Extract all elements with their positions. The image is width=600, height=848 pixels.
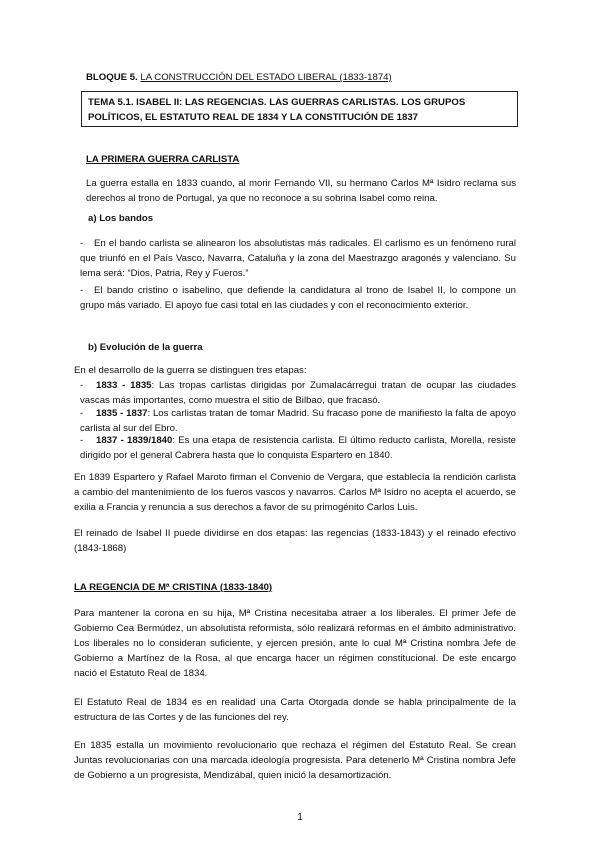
bando-cristino: El bando cristino o isabelino, que defiende la candidatura al trono de Isabel II, lo compone un grupo más variado. El apoyo fue casi total en las ciudades y con el reconocimiento exterior.	[80, 285, 516, 311]
regencia-p2: El Estatuto Real de 1834 es en realidad una Carta Otorgada donde se habla principalmente de la estructura de las Cortes y de las funciones del rey.	[74, 697, 516, 723]
etapa-text: : Es una etapa de resistencia carlista. El último reducto carlista, Morella, resiste dirigido por el general Cabrera hasta que lo conquista Espartero en 1840.	[80, 435, 517, 461]
dash-bullet: -	[80, 380, 84, 391]
etapa-2	[80, 406, 516, 436]
section1-intro: La guerra estalla en 1833 cuando, al morir Fernando VII, su hermano Carlos Mª Isidro reclama sus derechos al trono de Portugal, ya que no reconoce a su sobrina Isabel como reina.	[86, 178, 516, 204]
etapa-3	[80, 433, 516, 463]
etapa-period: 1833 - 1835	[96, 380, 152, 391]
dash-bullet: -	[80, 408, 84, 419]
bandos-heading: a) Los bandos	[88, 213, 154, 224]
bloque-header	[86, 70, 392, 85]
regencia-p3: En 1835 estalla un movimiento revolucionario que rechaza el régimen del Estatuto Real. Se crean Juntas revolucionarias con una marcada ideología progresista. Para detenerlo Mª Cristina nombra Jefe de Gobierno a un progresista, Mendizábal, quien inició la desamortización.	[74, 740, 516, 781]
regencia-p1: Para mantener la corona en su hija, Mª Cristina necesitaba atraer a los liberales. El primer Jefe de Gobierno Cea Bermúdez, un absolutista reformista, sólo realizará reformas en el ámbito administrativo. Los liberales no lo consideran suficiente, y ejercen presión, ante lo cual Mª Cristina nombra Jefe de Gobierno a Martínez de la Rosa, al que encarga hacer un régimen constitucional. De este encargo nació el Estatuto Real de 1834.	[74, 608, 516, 679]
section1-heading: LA PRIMERA GUERRA CARLISTA	[86, 154, 240, 165]
etapa-period: 1835 - 1837	[96, 408, 148, 419]
etapa-1	[80, 378, 516, 408]
dash-bullet: -	[80, 238, 84, 249]
tema-box	[81, 91, 518, 127]
etapa-text: : Las tropas carlistas dirigidas por Zumalacárregui tratan de ocupar las ciudades vascas más importantes, como muestra el sitio de Bilbao, que fracasó.	[80, 380, 516, 406]
etapa-period: 1837 - 1839/1840	[96, 435, 173, 446]
bando-carlista: En el bando carlista se alinearon los absolutistas más radicales. El carlismo es un fenómeno rural que triunfó en el País Vasco, Navarra, Cataluña y la zona del Maestrazgo aragonés y valenciano. Su lema será: “Dios, Patria, Rey y Fueros.”	[80, 238, 516, 279]
reinado-paragraph: El reinado de Isabel II puede dividirse en dos etapas: las regencias (1833-1843) y el reinado efectivo (1843-1868)	[74, 528, 516, 554]
dash-bullet: -	[80, 435, 84, 446]
evolucion-intro: En el desarrollo de la guerra se distinguen tres etapas:	[74, 365, 307, 376]
bloque-title: LA CONSTRUCCIÓN DEL ESTADO LIBERAL (1833-1874)	[140, 72, 392, 83]
bloque-label: BLOQUE 5.	[86, 72, 138, 83]
vergara-paragraph: En 1839 Espartero y Rafael Maroto firman el Convenio de Vergara, que establecía la rendición carlista a cambio del mantenimiento de los fueros vascos y navarros. Carlos Mª Isidro no acepta el acuerdo, se exilia a Francia y renuncia a sus derechos a favor de su primogénito Carlos Luis.	[74, 472, 516, 513]
tema-title: TEMA 5.1. ISABEL II: LAS REGENCIAS. LAS GUERRAS CARLISTAS. LOS GRUPOS POLÍTICOS, EL ESTATUTO REAL DE 1834 Y LA CONSTITUCIÓN DE 1837	[88, 97, 466, 123]
evolucion-heading: b) Evolución de la guerra	[88, 342, 203, 353]
dash-bullet: -	[80, 285, 84, 296]
section2-heading: LA REGENCIA DE Mª CRISTINA (1833-1840)	[74, 582, 273, 593]
page-number: 1	[297, 812, 303, 823]
etapa-text: : Los carlistas tratan de tomar Madrid. Su fracaso pone de manifiesto la falta de apoyo carlista al sur del Ebro.	[80, 408, 516, 434]
